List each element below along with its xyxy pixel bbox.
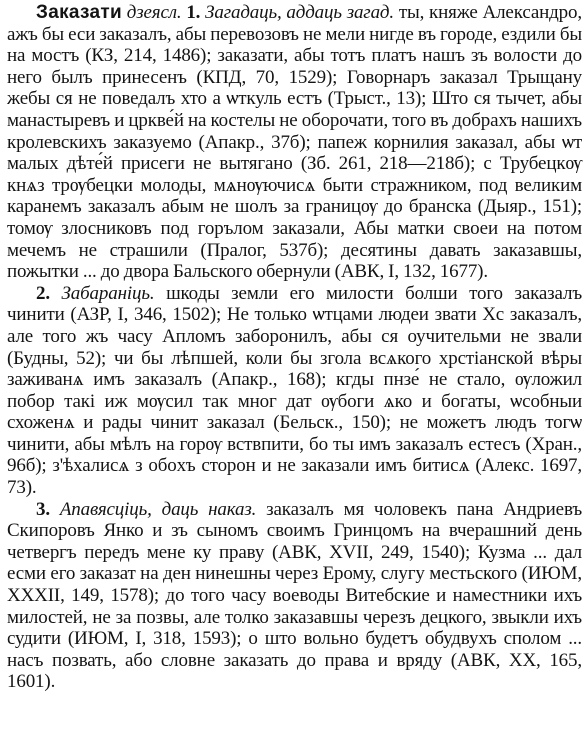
sense-3-text: заказалъ мя чоловекъ пана Андриевъ Скипоровъ Янко и зъ сыномъ своимъ Гринцомъ на вчерашний день четвергъ передъ мене ку праву (АВК, XVII, 249, 1540); Кузма ... дал есми его заказат на ден нинешны через Ерому, слугу местьского (ИЮМ, XXXII, 149, 1578); до того часу воеводы Витебские и наместники ихъ милостей, не за позвы, але толко заказавшы черезъ децкого, звыкли ихъ судити (ИЮМ, I, 318, 1593); о што вольно будетъ обудвухъ сполом ... насъ позвать, або словне заказать до права и вряду (АВК, XX, 165, 1601). [7, 498, 582, 693]
sense-2-paragraph [7, 283, 582, 499]
sense-1-text: ты, княже Александро, ажъ бы еси заказалъ, абы перевозовъ не мели нигде въ городе, ездили бы на мостъ (КЗ, 214, 1486); заказати, абы тотъ платъ нашъ зъ волости до него былъ принесенъ (КПД, 70, 1529); Говорнаръ заказал Трыщану жебы ся не поведалъ хто а ѡткуль естъ (Трыст., 13); Што ся тычет, абы манастыревъ и цркве́й на костелы не оборочати, того въ добрахъ нашихъ кролевскихъ заказуемо (Апакр., 37б); папеж корнилия заказал, абы ѡт малых дѣте́й присеги не вытягано (Зб. 261, 218—218б); с Трубецкѹ кнѧз трѹбецки молоды, мѧнѹючисѧ быти стражником, под великим каранемъ заказалъ абым не шолъ за границѹ до бранска (Дыяр., 151); томѹ злосниковъ под горълом заказали, Абы матки своеи на потом мечемъ не страшили (Пралог, 537б); десятины давать заказавшы, пожытки ... до двора Бальского обернули (АВК, I, 132, 1677). [7, 2, 582, 283]
headword: Заказати [36, 2, 122, 23]
sense-1-number: 1. [186, 2, 201, 23]
sense-2-number: 2. [36, 282, 50, 304]
sense-2-text: шкоды земли его милости болши того заказалъ чинити (АЗР, I, 346, 1502); Не только ѡтцами людеи звати Хс заказалъ, але того жъ часу Апломъ заборонилъ, абы ся оучительми не звали (Будны, 52); чи бы лѣпшей, коли бы згола всѧкого хрстіанской вѣры заживанѧ имъ заказалъ (Апакр., 168); кгды пнзе́ не стало, ѹложил побор такі иж мѹсил так мног дат ѹбоги ѧко и богаты, ѡсобныи схоженѧ и рады чинит заказал (Бельск., 150); не можетъ людъ тогѡ чинити, абы мѣлъ на горѹ вствпити, бо ты имъ заказалъ естесъ (Хран., 96б); з'ѣхалисѧ з обоxъ сторон и не заказали имъ битисѧ (Алекс. 1697, 73). [7, 282, 582, 499]
part-of-speech: дзеясл. [126, 2, 182, 23]
sense-1-paragraph [7, 2, 582, 283]
sense-3-gloss: Апавясціць, даць наказ. [59, 498, 257, 520]
sense-3-number: 3. [36, 498, 50, 520]
sense-3-paragraph [7, 499, 582, 693]
sense-2-gloss: Забараніць. [61, 282, 155, 304]
sense-1-gloss: Загадаць, аддаць загад. [205, 2, 394, 23]
